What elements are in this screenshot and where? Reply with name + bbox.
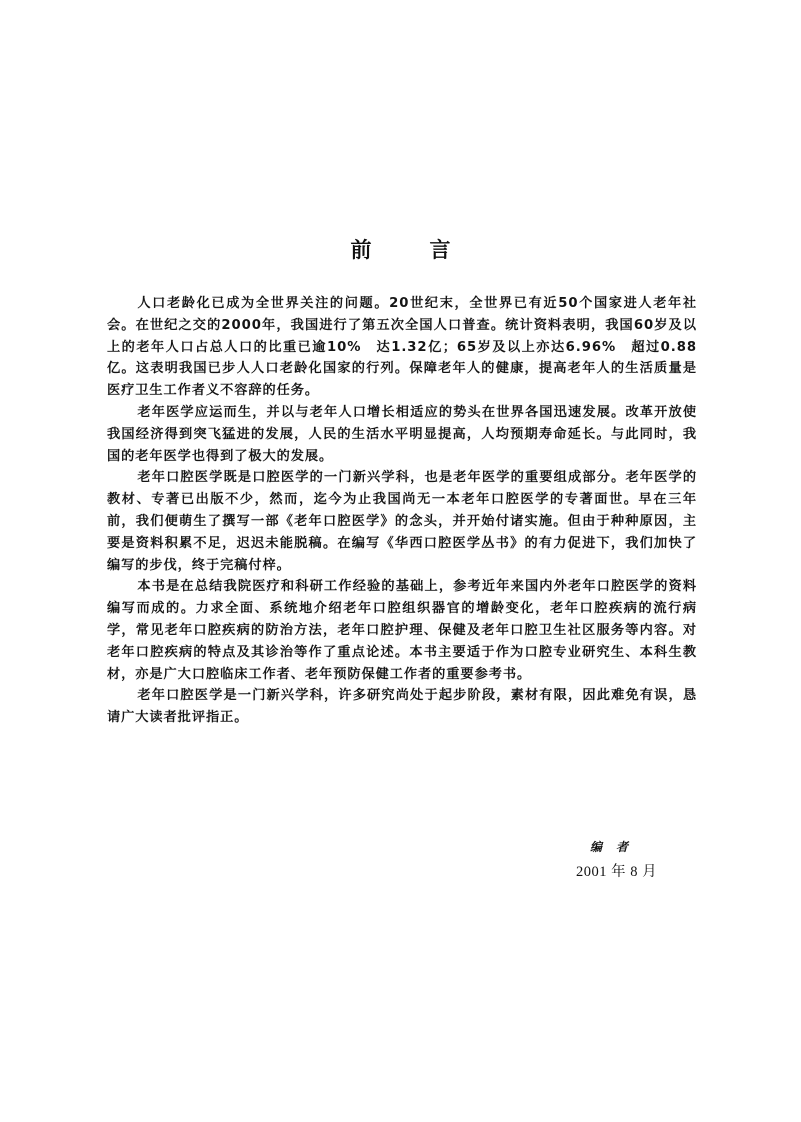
signature-date: 2001 年 8 月 (576, 864, 658, 880)
signature-editors: 编者 (590, 840, 643, 854)
title-char-2: 言 (429, 238, 451, 262)
title-char-1: 前 (350, 238, 372, 262)
paragraph-4: 本书是在总结我院医疗和科研工作经验的基础上，参考近年来国内外老年口腔医学的资料编写而成的。力求全面、系统地介绍老年口腔组织器官的增龄变化，老年口腔疾病的流行病学，常见老年口腔疾病的防治方法，老年口腔护理、保健及老年口腔卫生社区服务等内容。对老年口腔疾病的特点及其诊治等作了重点论述。本书主要适于作为口腔专业研究生、本科生教材，亦是广大口腔临床工作者、老年预防保健工作者的重要参考书。 (107, 579, 697, 682)
paragraph-2: 老年医学应运而生，并以与老年人口增长相适应的势头在世界各国迅速发展。改革开放使我国经济得到突飞猛进的发展，人民的生活水平明显提高，人均预期寿命延长。与此同时，我国的老年医学也得到了极大的发展。 (107, 404, 697, 464)
paragraph-5: 老年口腔医学是一门新兴学科，许多研究尚处于起步阶段，素材有限，因此难免有误，恳请广大读者批评指正。 (107, 688, 697, 726)
paragraph-3: 老年口腔医学既是口腔医学的一门新兴学科，也是老年医学的重要组成部分。老年医学的教材、专著已出版不少，然而，迄今为止我国尚无一本老年口腔医学的专著面世。早在三年前，我们便萌生了撰写一部《老年口腔医学》的念头，并开始付诸实施。但由于种种原因，主要是资料积累不足，迟迟未能脱稿。在编写《华西口腔医学丛书》的有力促进下，我们加快了编写的步伐，终于完稿付梓。 (107, 470, 697, 573)
paragraph-1: 人口老龄化已成为全世界关注的问题。20世纪末，全世界已有近50个国家进人老年社会。在世纪之交的2000年，我国进行了第五次全国人口普查。统计资料表明，我国60岁及以上的老年人口占总人口的比重已逾10% 达1.32亿；65岁及以上亦达6.96% 超过0.88亿。这表明我国已步人人口老龄化国家的行列。保障老年人的健康，提高老年人的生活质量是医疗卫生工作者义不容辞的任务。 (107, 296, 697, 399)
preface-body (107, 293, 697, 729)
page-title (0, 236, 801, 264)
